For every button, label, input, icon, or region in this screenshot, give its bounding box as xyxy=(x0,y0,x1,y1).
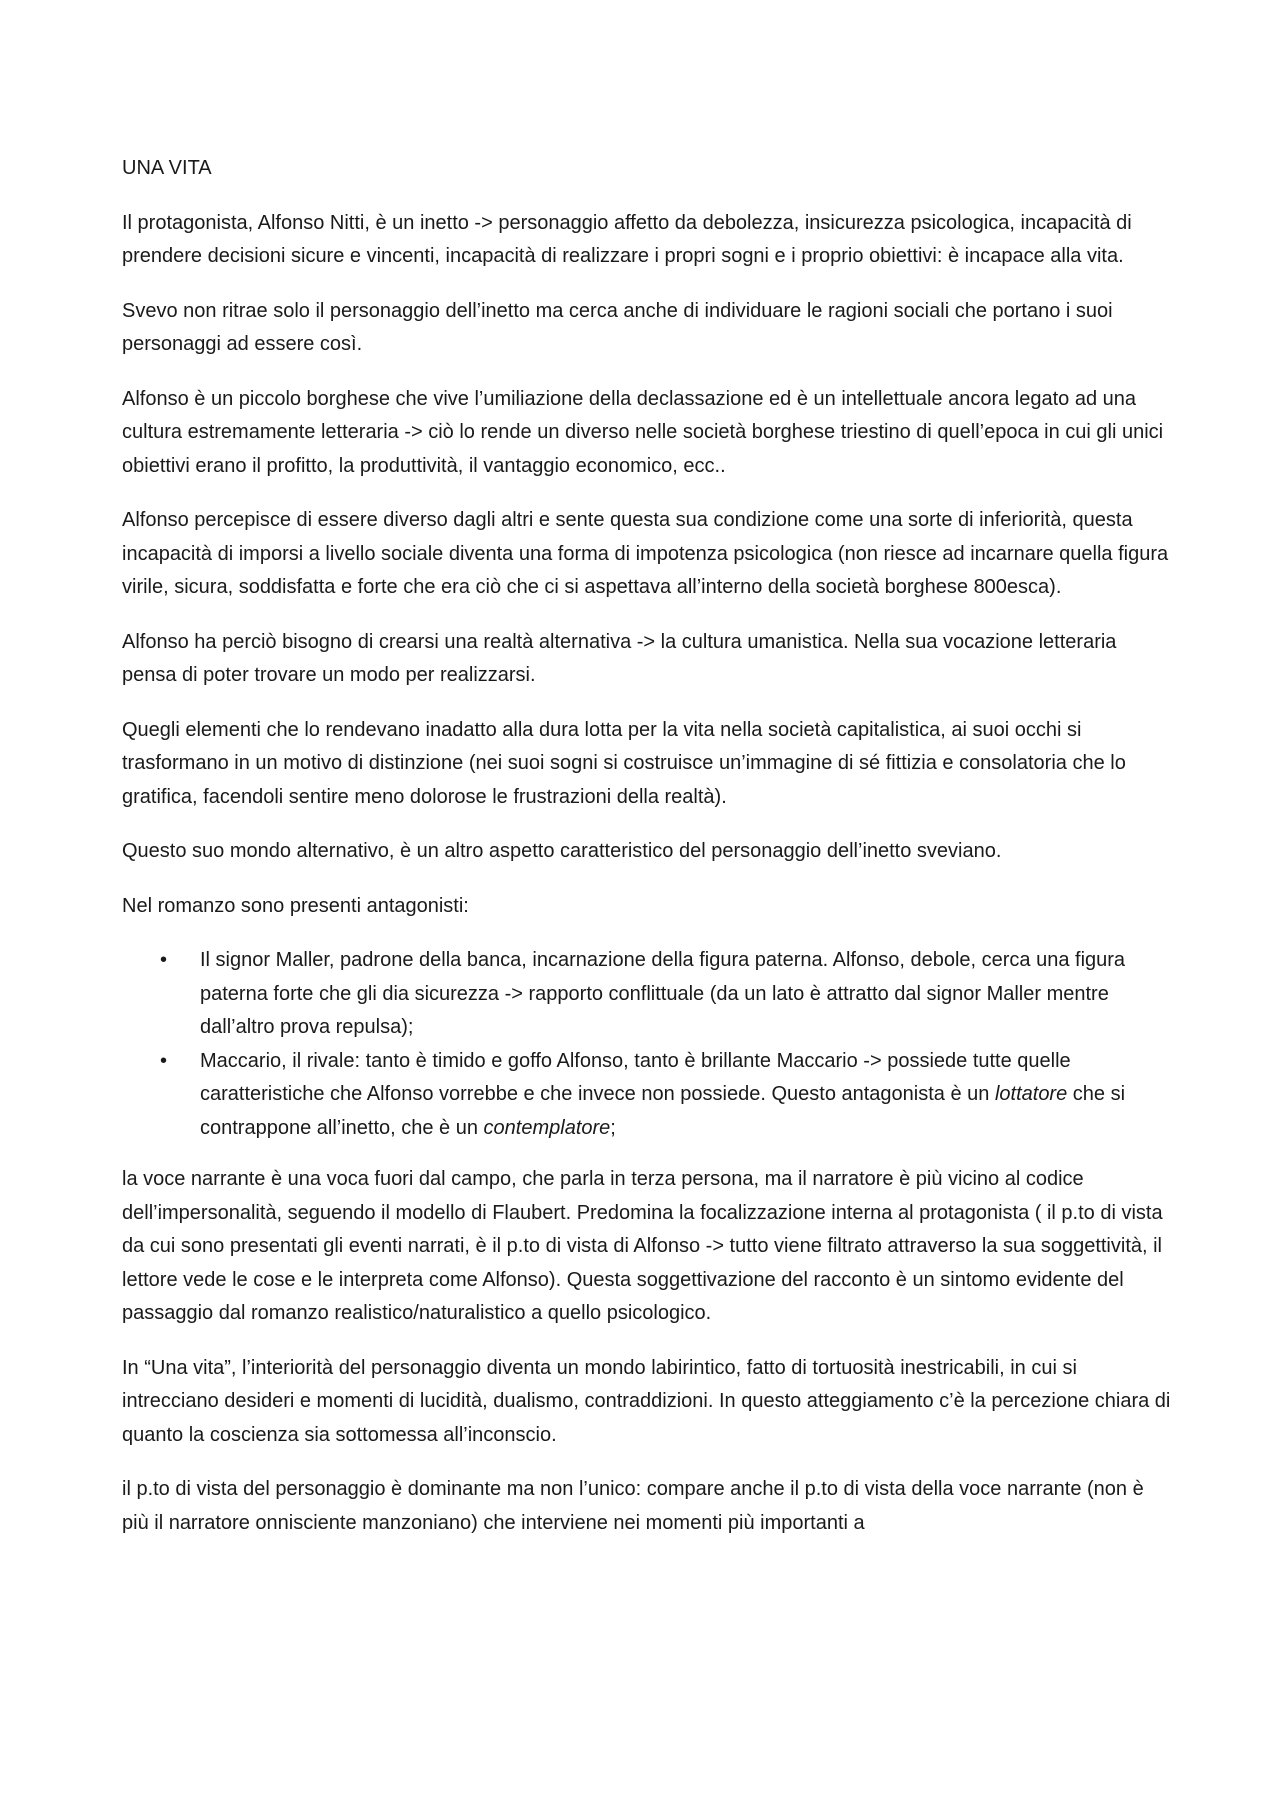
paragraph-petit-bourgeois: Alfonso è un piccolo borghese che vive l’umiliazione della declassazione ed è un intellettuale ancora legato ad una cultura estremamente letteraria -> ciò lo rende un diverso nelle società borghese triestino di quell’epoca in cui gli unici obiettivi erano il profitto, la produttività, il vantaggio economico, ecc.. xyxy=(122,387,1164,477)
document-title: UNA VITA xyxy=(122,157,212,179)
paragraph-point-of-view: il p.to di vista del personaggio è dominante ma non l’unico: compare anche il p.to di vista della voce narrante (non è più il narratore onnisciente manzoniano) che interviene nei momenti più importanti a xyxy=(122,1478,1144,1534)
paragraph-svevo-social-reasons: Svevo non ritrae solo il personaggio dell’inetto ma cerca anche di individuare le ragioni sociali che portano i suoi personaggi ad essere così. xyxy=(122,299,1113,355)
paragraph-protagonist: Il protagonista, Alfonso Nitti, è un inetto -> personaggio affetto da debolezza, insicurezza psicologica, incapacità di prendere decisioni sicure e vincenti, incapacità di realizzare i propri sogni e i proprio obiettivi: è incapace alla vita. xyxy=(122,211,1132,267)
list-item-text: che si contrappone all’inetto, che è un xyxy=(200,1083,1126,1139)
bullet-icon: • xyxy=(160,1049,168,1072)
paragraph-alternative-reality: Alfonso ha perciò bisogno di crearsi una realtà alternativa -> la cultura umanistica. Nella sua vocazione letteraria pensa di poter trovare un modo per realizzarsi. xyxy=(122,630,1117,686)
paragraph-distinction: Quegli elementi che lo rendevano inadatto alla dura lotta per la vita nella società capitalistica, ai suoi occhi si trasformano in un motivo di distinzione (nei suoi sogni si costruisce un’immagine di sé fittizia e consolatoria che lo gratifica, facendoli sentire meno dolorose le frustrazioni della realtà). xyxy=(122,718,1126,808)
bullet-icon: • xyxy=(160,949,168,971)
list-item xyxy=(160,944,1172,1045)
emphasis-lottatore: lottatore xyxy=(994,1083,1068,1105)
list-item-text: Il signor Maller, padrone della banca, incarnazione della figura paterna. Alfonso, debole, cerca una figura paterna forte che gli dia sicurezza -> rapporto conflittuale (da un lato è attratto dal signor Maller mentre dall’altro prova repulsa); xyxy=(200,949,1126,1038)
paragraph-interiority: In “Una vita”, l’interiorità del personaggio diventa un mondo labirintico, fatto di tortuosità inestricabili, in cui si intrecciano desideri e momenti di lucidità, dualismo, contraddizioni. In questo atteggiamento c’è la percezione chiara di quanto la coscienza sia sottomessa all’inconscio. xyxy=(122,1356,1171,1446)
paragraph-antagonists-intro: Nel romanzo sono presenti antagonisti: xyxy=(122,894,469,917)
antagonists-list xyxy=(122,944,1172,1145)
emphasis-contemplatore: contemplatore xyxy=(483,1116,611,1139)
list-item-text: Maccario, il rivale: tanto è timido e goffo Alfonso, tanto è brillante Maccario -> possiede tutte quelle caratteristiche che Alfonso vorrebbe e che invece non possiede. Questo antagonista è un xyxy=(200,1049,1071,1105)
paragraph-narrator-voice: la voce narrante è una voca fuori dal campo, che parla in terza persona, ma il narratore è più vicino al codice dell’impersonalità, seguendo il modello di Flaubert. Predomina la focalizzazione interna al protagonista ( il p.to di vista da cui sono presentati gli eventi narrati, è il p.to di vista di Alfonso -> tutto viene filtrato attraverso la sua soggettività, il lettore vede le cose e le interpreta come Alfonso). Questa soggettivazione del racconto è un sintomo evidente del passaggio dal romanzo realistico/naturalistico a quello psicologico. xyxy=(122,1168,1163,1324)
document-page xyxy=(122,152,1172,1561)
list-item-text: ; xyxy=(610,1116,616,1139)
paragraph-inferiority: Alfonso percepisce di essere diverso dagli altri e sente questa sua condizione come una sorte di inferiorità, questa incapacità di imporsi a livello sociale diventa una forma di impotenza psicologica (non riesce ad incarnare quella figura virile, sicura, soddisfatta e forte che era ciò che ci si aspettava all’interno della società borghese 800esca). xyxy=(122,509,1169,598)
list-item xyxy=(160,1045,1172,1146)
paragraph-alternative-world: Questo suo mondo alternativo, è un altro aspetto caratteristico del personaggio dell’inetto sveviano. xyxy=(122,840,1002,862)
